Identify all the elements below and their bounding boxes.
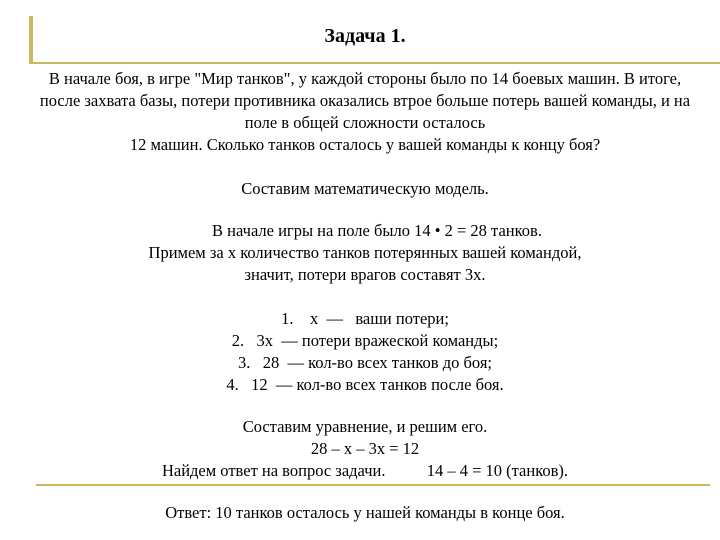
model-line-1: В начале игры на поле было 14 • 2 = 28 танков. <box>212 221 542 240</box>
decorative-bottom-rule <box>36 484 710 486</box>
page-title: Задача 1. <box>324 25 406 47</box>
equation: 28 – х – 3х = 12 <box>310 439 420 458</box>
model-line-3: значит, потери врагов составят 3х. <box>244 265 486 284</box>
equation-heading: Составим уравнение, и решим его. <box>242 417 488 436</box>
model-line-2: Примем за х количество танков потерянных вашей командой, <box>148 243 582 262</box>
final-answer: Ответ: 10 танков осталось у нашей команды в конце боя. <box>165 503 565 522</box>
list-item-2: 2. 3х — потери вражеской команды; <box>231 331 499 350</box>
list-item-4: 4. 12 — кол-во всех танков после боя. <box>226 375 504 394</box>
problem-line-4: 12 машин. Сколько танков осталось у вашей команды к концу боя? <box>129 135 601 154</box>
decorative-top-rule <box>29 62 720 64</box>
problem-line-1: В начале боя, в игре "Мир танков", у каждой стороны было по 14 боевых машин. В итоге, <box>48 69 682 88</box>
model-heading: Составим математическую модель. <box>241 179 489 198</box>
list-item-3: 3. 28 — кол-во всех танков до боя; <box>237 353 492 372</box>
problem-line-3: поле в общей сложности осталось <box>244 113 486 132</box>
list-item-1: 1. х — ваши потери; <box>281 309 449 328</box>
problem-line-2: после захвата базы, потери противника оказались втрое больше потерь вашей команды, и на <box>39 91 691 110</box>
answer-calculation: Найдем ответ на вопрос задачи. 14 – 4 = 10 (танков). <box>161 461 569 480</box>
